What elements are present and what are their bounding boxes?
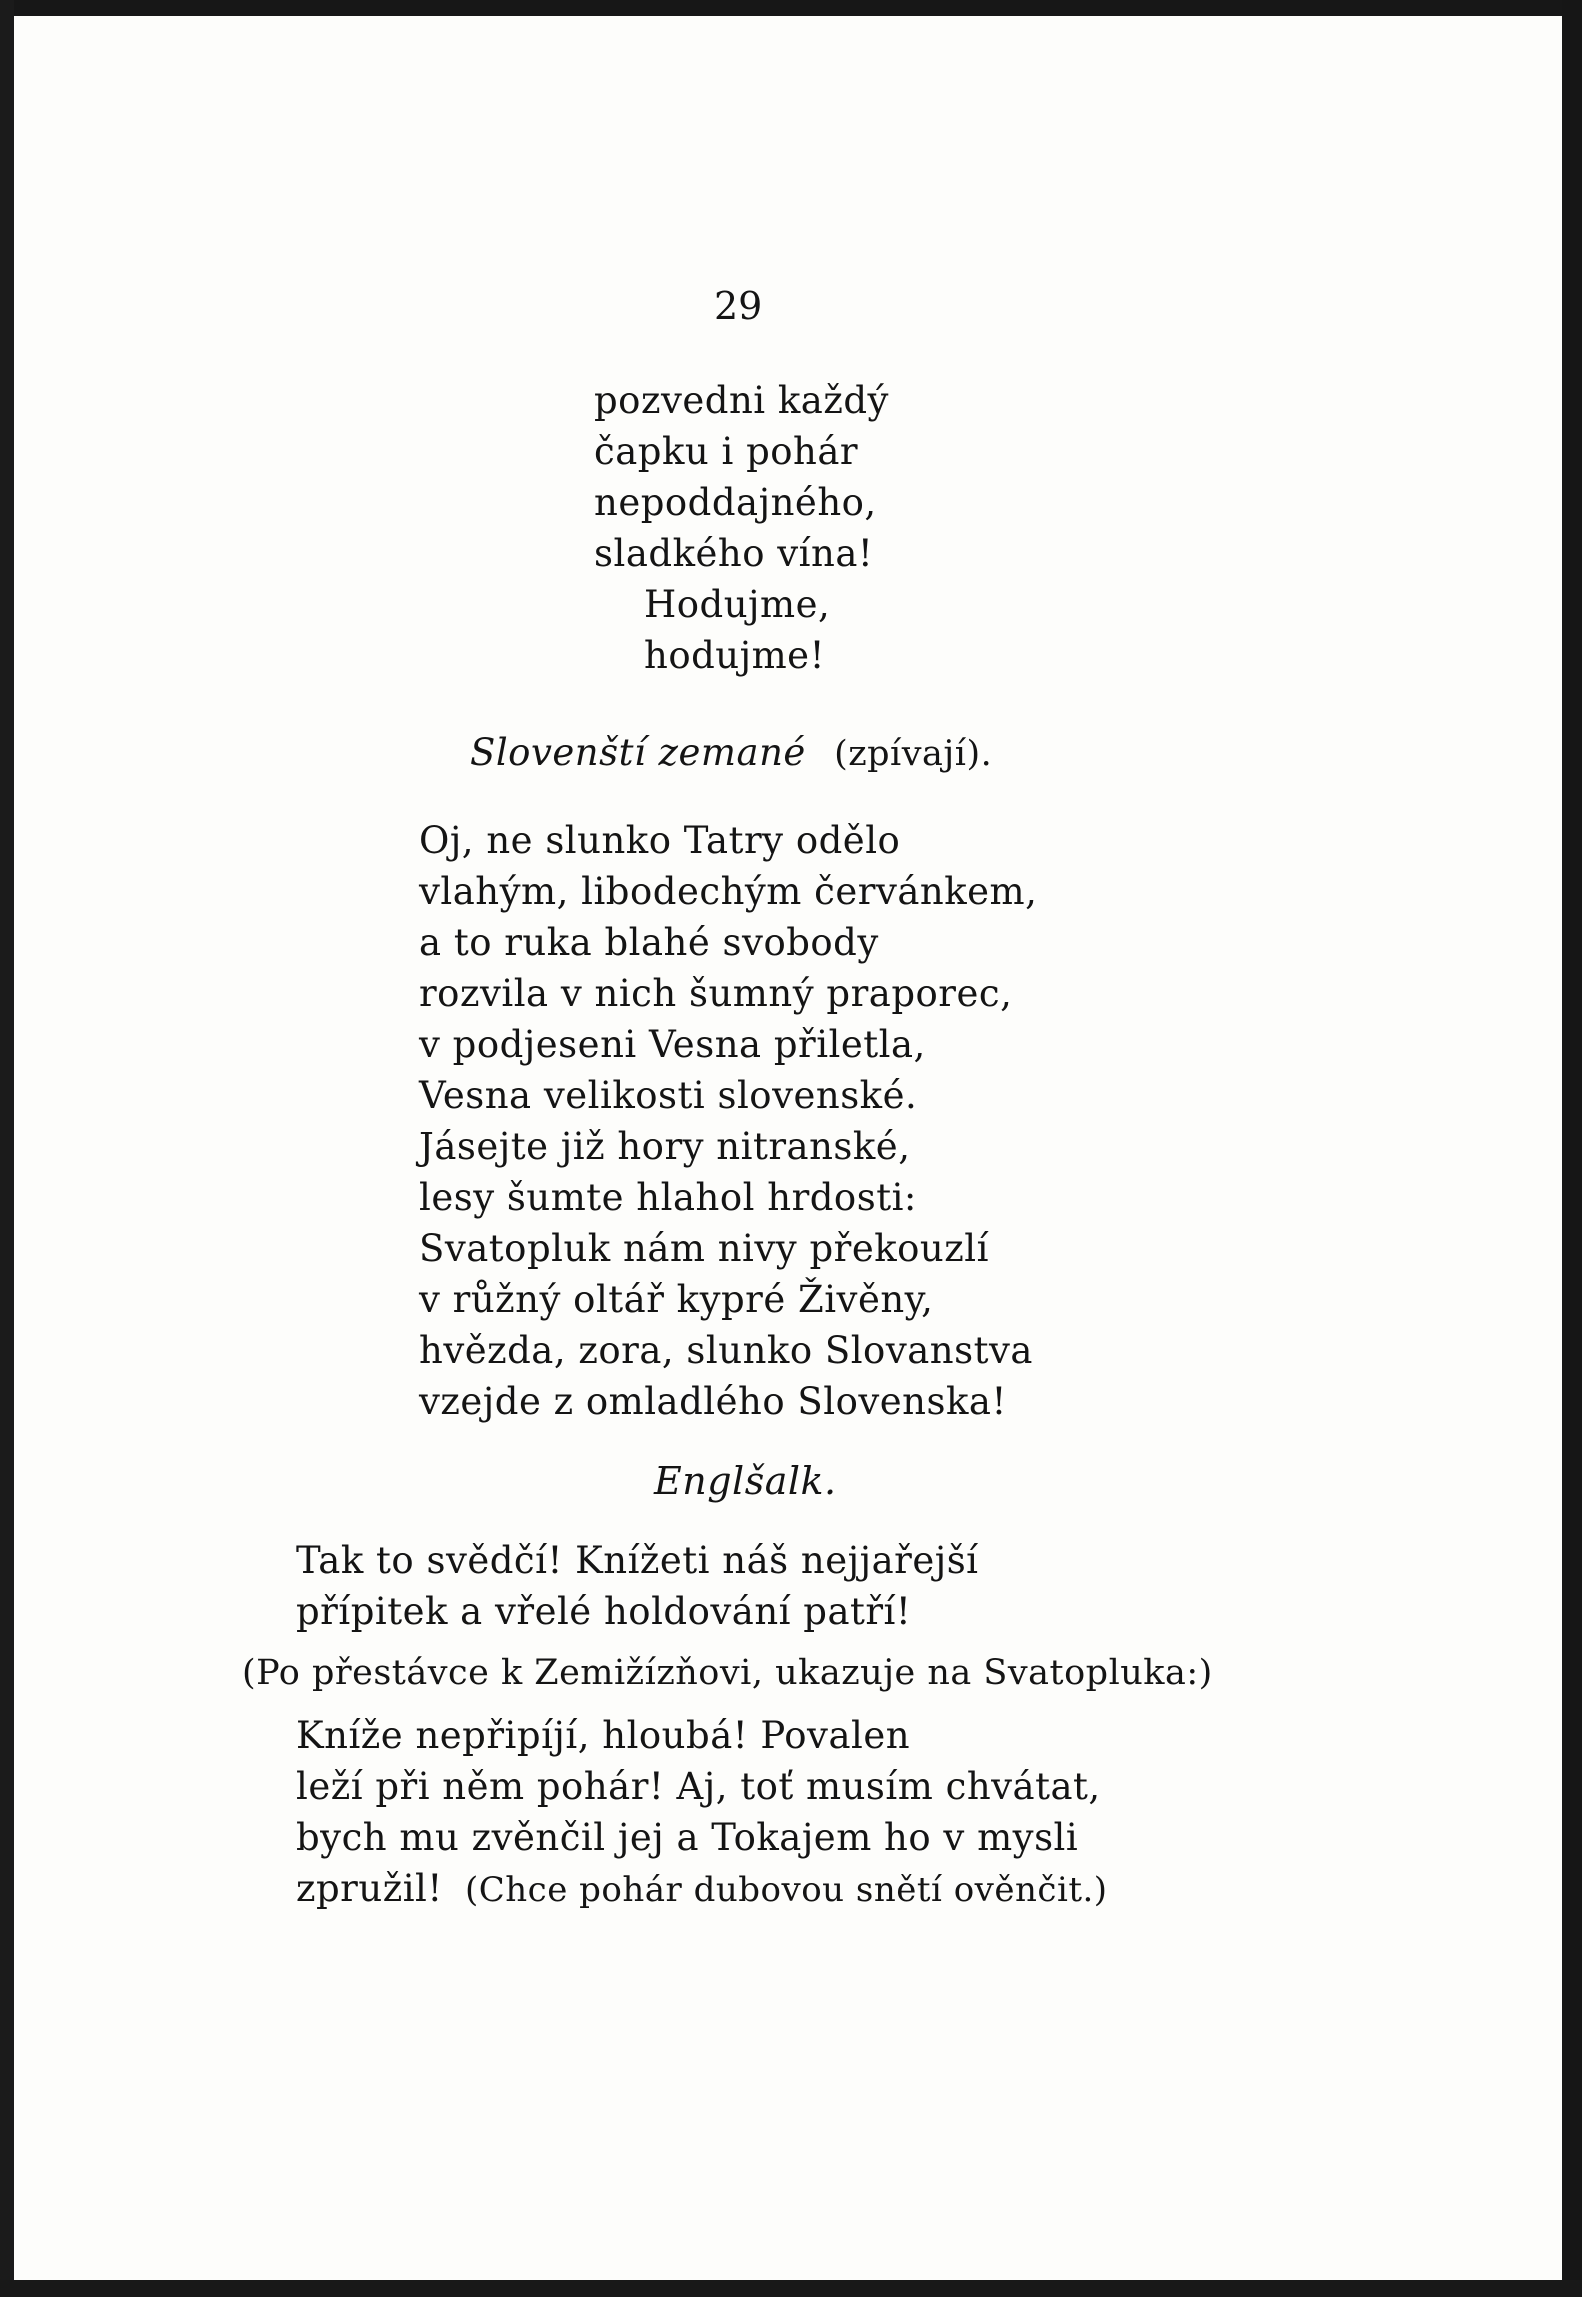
stage-direction: (Po přestávce k Zemižízňovi, ukazuje na Svatopluka:) <box>242 1653 1213 1693</box>
verse-line: přípitek a vřelé holdování patří! <box>296 1590 912 1633</box>
verse-line: v podjeseni Vesna přiletla, <box>419 1023 926 1066</box>
verse-line: Kníže nepřipíjí, hloubá! Povalen <box>296 1714 911 1757</box>
scan-edge-bottom <box>0 2280 1582 2297</box>
verse-line: čapku i pohár <box>594 430 859 473</box>
verse-line: leží při něm pohár! Aj, toť musím chvátat, <box>296 1765 1101 1808</box>
verse-line: rozvila v nich šumný praporec, <box>419 972 1013 1015</box>
book-page <box>14 16 1562 2280</box>
verse-line: nepoddajného, <box>594 481 877 524</box>
verse-line: Jásejte již hory nitranské, <box>419 1125 911 1168</box>
verse-line: vlahým, libodechým červánkem, <box>419 870 1038 913</box>
verse-line: Tak to svědčí! Knížeti náš nejjařejší <box>296 1539 979 1582</box>
verse-line: a to ruka blahé svobody <box>419 921 879 964</box>
verse-line: vzejde z omladlého Slovenska! <box>419 1380 1007 1423</box>
verse-line: hodujme! <box>644 634 825 677</box>
verse-line: bych mu zvěnčil jej a Tokajem ho v mysli <box>296 1816 1079 1859</box>
verse-line: Vesna velikosti slovenské. <box>419 1074 918 1117</box>
verse-line: lesy šumte hlahol hrdosti: <box>419 1176 917 1219</box>
verse-line: hvězda, zora, slunko Slovanstva <box>419 1329 1033 1372</box>
speaker-name: Englšalk. <box>654 1459 837 1503</box>
verse-line: Svatopluk nám nivy překouzlí <box>419 1227 989 1270</box>
stage-direction: (Chce pohár dubovou snětí ověnčit.) <box>465 1870 1108 1910</box>
speaker-name: Slovenští zemané <box>470 731 806 774</box>
verse-line-last <box>296 1864 1108 1915</box>
scan-edge-right <box>1562 0 1582 2297</box>
scan-edge-left <box>0 0 14 2297</box>
verse-line: Hodujme, <box>644 583 831 626</box>
page-number: 29 <box>714 284 763 328</box>
verse-line: sladkého vína! <box>594 532 874 575</box>
verse-line: v růžný oltář kypré Živěny, <box>419 1278 934 1321</box>
stage-direction: (zpívají). <box>834 734 993 774</box>
speaker-heading <box>470 728 992 779</box>
verse-text: zpružil! <box>296 1867 443 1910</box>
verse-line: pozvedni každý <box>594 379 889 422</box>
verse-line: Oj, ne slunko Tatry odělo <box>419 819 901 862</box>
scan-edge-top <box>0 0 1582 16</box>
